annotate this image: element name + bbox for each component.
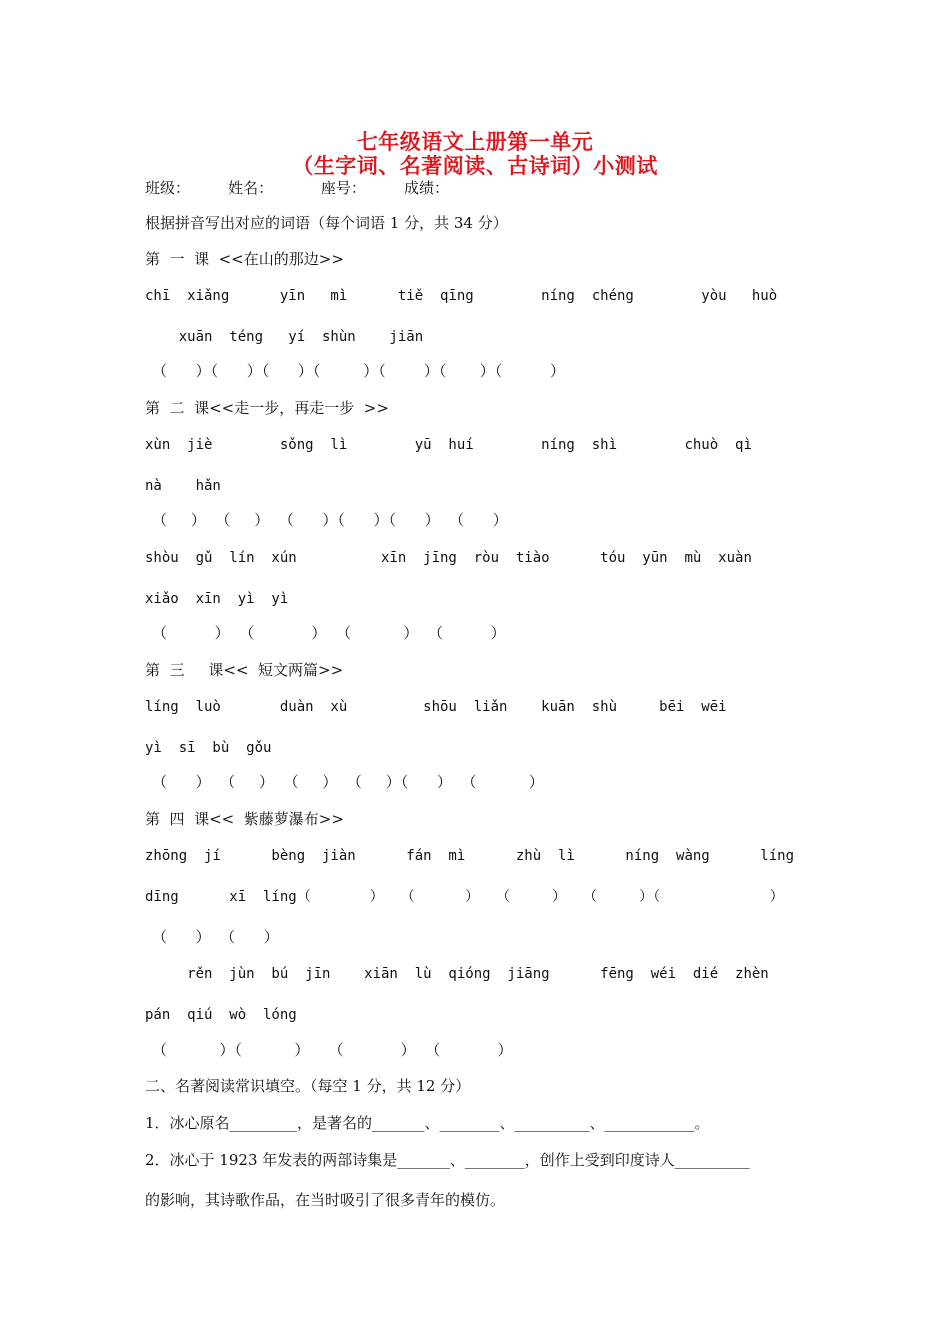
lesson1-answer-blanks[interactable]: （ ）（ ）（ ）（ ）（ ）（ ）（ ）	[152, 362, 565, 380]
lesson2-pinyin-row-4: xiǎo xīn yì yì	[145, 591, 289, 607]
lesson4-pinyin-row-3: rěn jùn bú jīn xiān lù qióng jiāng fēng wéi dié zhèn	[145, 966, 769, 982]
question-1[interactable]: 1．冰心原名_________，是著名的_______、________、__________、____________。	[145, 1114, 710, 1132]
question-2-line-1[interactable]: 2．冰心于 1923 年发表的两部诗集是_______、________，创作上受到印度诗人__________	[145, 1151, 750, 1169]
lesson1-title: 第 一 课 <<在山的那边>>	[145, 250, 344, 268]
lesson4-answer-blanks-1[interactable]: （ ） （ ）	[152, 928, 279, 946]
lesson2-pinyin-row-2: nà hǎn	[145, 478, 221, 494]
question-2-line-2: 的影响，其诗歌作品，在当时吸引了很多青年的模仿。	[145, 1191, 506, 1209]
student-info-line: 班级： 姓名： 座号： 成绩：	[145, 179, 449, 197]
lesson2-answer-blanks-2[interactable]: （ ） （ ） （ ） （ ）	[152, 624, 506, 642]
lesson4-pinyin-row-1: zhōng jí bèng jiàn fán mì zhù lì níng wàng líng	[145, 848, 795, 864]
title-line-2: （生字词、名著阅读、古诗词）小测试	[292, 153, 658, 178]
lesson4-pinyin-row-2[interactable]: dīng xī líng（ ） （ ） （ ） （ ）（ ）	[145, 889, 784, 905]
lesson4-answer-blanks-2[interactable]: （ ）（ ） （ ） （ ）	[152, 1041, 513, 1059]
lesson2-pinyin-row-1: xùn jiè sǒng lì yū huí níng shì chuò qì	[145, 437, 752, 453]
lesson4-title: 第 四 课<< 紫藤萝瀑布>>	[145, 810, 344, 828]
section1-heading: 根据拼音写出对应的词语（每个词语 1 分，共 34 分）	[145, 214, 508, 232]
lesson3-title: 第 三 课<< 短文两篇>>	[145, 661, 344, 679]
lesson3-pinyin-row-2: yì sī bù gǒu	[145, 740, 272, 756]
lesson2-title: 第 二 课<<走一步，再走一步 >>	[145, 399, 389, 417]
lesson3-pinyin-row-1: líng luò duàn xù shōu liǎn kuān shù bēi wēi	[145, 699, 727, 715]
lesson3-answer-blanks[interactable]: （ ） （ ） （ ） （ ）（ ） （ ）	[152, 773, 544, 791]
lesson2-answer-blanks-1[interactable]: （ ） （ ） （ ）（ ）（ ） （ ）	[152, 511, 508, 529]
title-line-1: 七年级语文上册第一单元	[356, 129, 594, 154]
lesson4-pinyin-row-4: pán qiú wò lóng	[145, 1007, 297, 1023]
lesson1-pinyin-row-1: chī xiǎng yīn mì tiě qīng níng chéng yòu huò	[145, 288, 778, 304]
section2-heading: 二、名著阅读常识填空。（每空 1 分，共 12 分）	[145, 1077, 471, 1095]
lesson1-pinyin-row-2: xuān téng yí shùn jiān	[145, 329, 424, 345]
lesson2-pinyin-row-3: shòu gǔ lín xún xīn jīng ròu tiào tóu yūn mù xuàn	[145, 550, 752, 566]
